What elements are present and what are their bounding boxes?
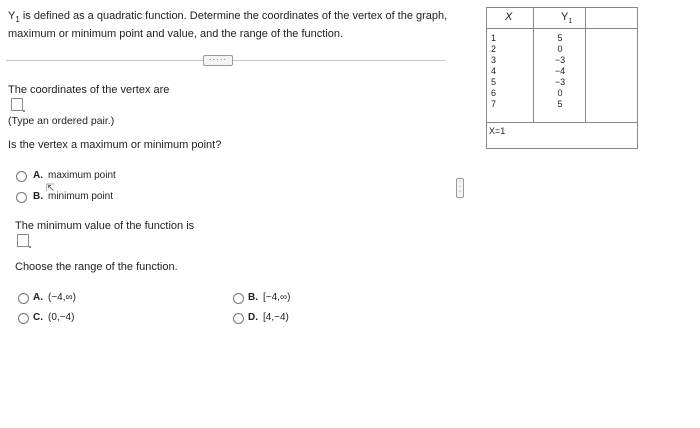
- range-prompt: Choose the range of the function.: [15, 261, 178, 273]
- option-label: (0,−4): [48, 312, 75, 323]
- table-y-cell: −3: [554, 55, 566, 65]
- calculator-table: [486, 7, 638, 149]
- radio-range-d[interactable]: [233, 313, 244, 324]
- option-minimum[interactable]: [33, 191, 113, 202]
- option-label: [−4,∞): [263, 292, 291, 303]
- y-symbol: Y: [8, 10, 16, 22]
- range-option-d[interactable]: [248, 312, 289, 323]
- radio-range-c[interactable]: [18, 313, 29, 324]
- table-x-cell: 6: [491, 88, 497, 98]
- vertex-hint: (Type an ordered pair.): [8, 115, 115, 127]
- vertex-answer-box[interactable]: [11, 98, 23, 111]
- range-option-c[interactable]: [33, 312, 74, 323]
- mouse-cursor-icon: ⇱: [46, 183, 55, 194]
- radio-minimum[interactable]: [16, 192, 27, 203]
- table-x-cell: 2: [491, 44, 497, 54]
- table-y-header: $Y_1$: [561, 11, 573, 26]
- max-min-prompt: Is the vertex a maximum or minimum point?: [8, 139, 222, 151]
- table-x-readout: X=1: [489, 126, 506, 136]
- option-maximum[interactable]: [33, 170, 116, 181]
- min-value-answer-box[interactable]: [17, 234, 29, 247]
- table-x-cell: 7: [491, 99, 497, 109]
- range-option-a[interactable]: [33, 292, 76, 303]
- expand-ellipsis-button[interactable]: ·····: [203, 55, 233, 66]
- option-letter: B.: [248, 292, 258, 303]
- table-y-cell: −3: [554, 77, 566, 87]
- min-value-prompt: The minimum value of the function is: [15, 220, 195, 232]
- option-label: (−4,∞): [48, 292, 76, 303]
- radio-range-b[interactable]: [233, 293, 244, 304]
- option-label: maximum point: [48, 170, 116, 181]
- panel-resize-handle[interactable]: · · ·: [456, 178, 464, 198]
- y-subscript: 1: [15, 15, 20, 25]
- vertex-prompt: The coordinates of the vertex are: [8, 84, 170, 96]
- radio-range-a[interactable]: [18, 293, 29, 304]
- table-bottom-divider: [487, 122, 637, 123]
- option-letter: C.: [33, 312, 43, 323]
- option-label: [4,−4): [263, 312, 289, 323]
- table-y-cell: 0: [557, 44, 563, 54]
- table-x-cell: 4: [491, 66, 497, 76]
- table-x-header: X: [505, 11, 513, 23]
- table-x-cell: 5: [491, 77, 497, 87]
- table-x-cell: 3: [491, 55, 497, 65]
- table-y-cell: 5: [557, 33, 563, 43]
- table-y-cell: −4: [554, 66, 566, 76]
- table-y-cell: 5: [557, 99, 563, 109]
- table-y-cell: 0: [557, 88, 563, 98]
- option-letter: A.: [33, 170, 43, 181]
- table-x-cell: 1: [491, 33, 497, 43]
- option-letter: D.: [248, 312, 258, 323]
- question-text: [8, 9, 448, 42]
- range-option-b[interactable]: [248, 292, 290, 303]
- question-body: is defined as a quadratic function. Determine the coordinates of the vertex of the graph, maximum or minimum point and value, and the range of the function.: [8, 10, 448, 41]
- option-letter: A.: [33, 292, 43, 303]
- option-letter: B.: [33, 191, 43, 202]
- option-label: minimum point: [48, 191, 114, 202]
- radio-maximum[interactable]: [16, 171, 27, 182]
